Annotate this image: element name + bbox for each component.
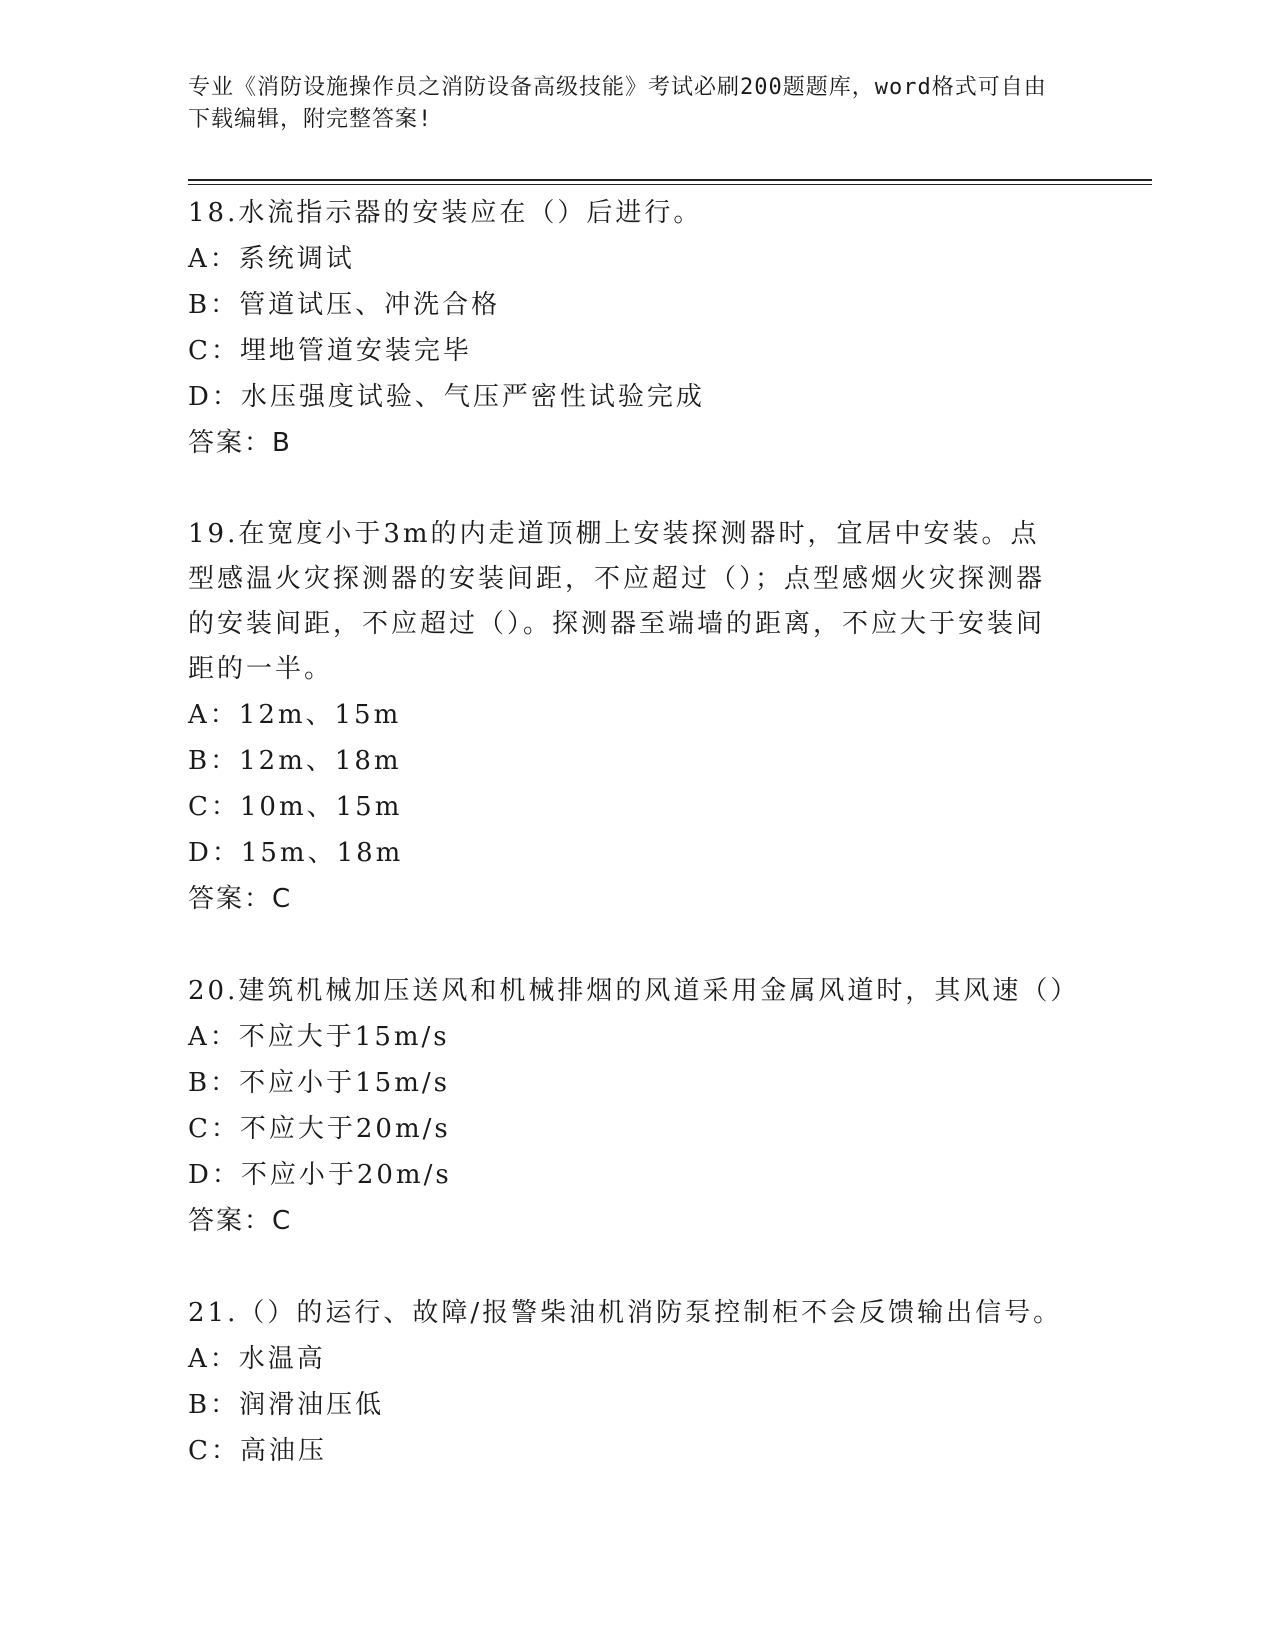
question-18 [188,190,1068,466]
option-b: B：管道试压、冲洗合格 [188,290,501,320]
question-20 [188,968,1080,1244]
header-divider-top [188,179,1152,181]
option-d: D：水压强度试验、气压严密性试验完成 [188,382,705,412]
spacer [188,1244,1068,1290]
question-stem: 20.建筑机械加压送风和机械排烟的风道采用金属风道时，其风速（） [188,976,1080,1006]
question-21 [188,1290,1068,1474]
option-c: C：10m、15m [188,792,403,822]
option-c: C：埋地管道安装完毕 [188,336,472,366]
option-b: B：不应小于15m/s [188,1068,450,1098]
spacer [188,922,1068,968]
question-stem: 19.在宽度小于3m的内走道顶棚上安装探测器时，宜居中安装。点型感温火灾探测器的安装间距，不应超过（）；点型感烟火灾探测器的安装间距，不应超过（）。探测器至端墙的距离，不应大于安装间距的一半。 [188,519,1046,684]
option-a: A：12m、15m [188,700,402,730]
option-a: A：系统调试 [188,244,355,274]
question-list [188,190,1080,1474]
option-a: A：水温高 [188,1344,326,1374]
option-d: D：15m、18m [188,838,404,868]
header-divider-bottom [188,184,1152,185]
option-d: D：不应小于20m/s [188,1160,452,1190]
answer-label: 答案：C [188,884,293,914]
answer-label: 答案：B [188,428,292,458]
option-a: A：不应大于15m/s [188,1022,450,1052]
option-c: C：高油压 [188,1436,327,1466]
question-stem: 18.水流指示器的安装应在（）后进行。 [188,198,703,228]
document-header: 专业《消防设施操作员之消防设备高级技能》考试必刷200题题库，word格式可自由下载编辑，附完整答案! [188,75,1047,132]
question-stem: 21.（）的运行、故障/报警柴油机消防泵控制柜不会反馈输出信号。 [188,1298,1063,1328]
option-b: B：12m、18m [188,746,402,776]
question-19 [188,512,1068,922]
spacer [188,466,1068,512]
option-c: C：不应大于20m/s [188,1114,451,1144]
answer-label: 答案：C [188,1206,293,1236]
option-b: B：润滑油压低 [188,1390,385,1420]
